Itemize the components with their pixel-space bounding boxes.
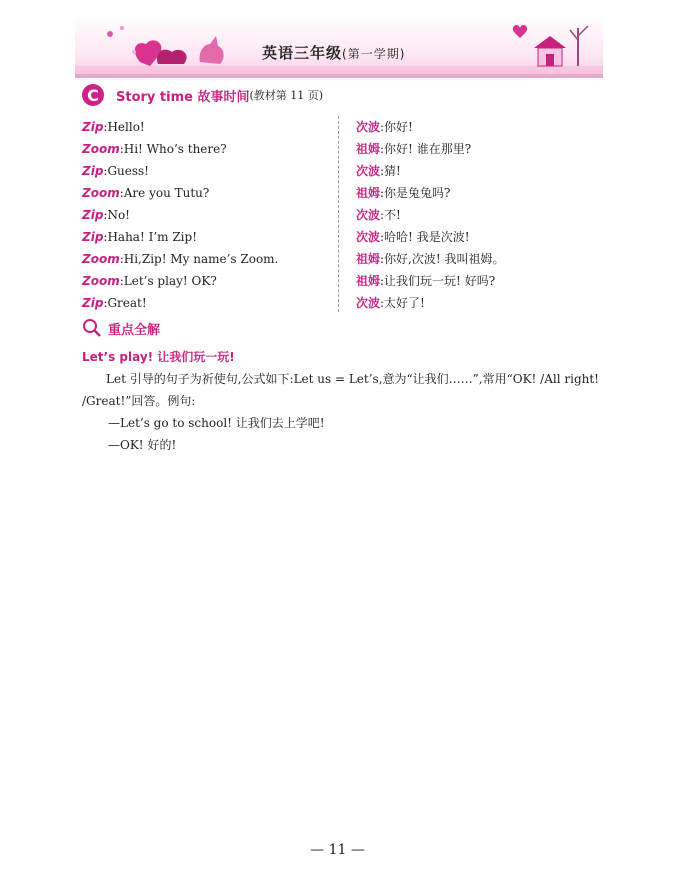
- speaker-name: Zoom: [82, 274, 120, 288]
- speaker-name: 次波: [356, 296, 381, 310]
- key-points-heading: [82, 318, 160, 338]
- dialogue-text: :Guess!: [103, 164, 150, 178]
- dialogue-line: [356, 248, 606, 270]
- magnifier-icon: [82, 318, 102, 338]
- column-divider: [338, 116, 339, 312]
- dialogue-text: :太好了!: [380, 296, 425, 310]
- speaker-name: Zoom: [82, 186, 120, 200]
- dialogue-text: :Let’s play! OK?: [119, 274, 217, 288]
- speaker-name: 次波: [356, 208, 381, 222]
- key-point-heading: Let’s play! 让我们玩一玩!: [82, 350, 235, 364]
- section-title: Story time 故事时间: [116, 89, 250, 105]
- page-number: — 11 —: [310, 842, 365, 858]
- key-points-body: [82, 346, 602, 456]
- speaker-name: Zoom: [82, 142, 120, 156]
- book-title: 英语三年级: [262, 44, 343, 62]
- dialogue-line: [82, 248, 332, 270]
- speaker-name: Zoom: [82, 252, 120, 266]
- speaker-name: 次波: [356, 230, 381, 244]
- dialogue-text: :Hi! Who’s there?: [119, 142, 227, 156]
- dialogue-text: :你好!: [380, 120, 413, 134]
- dialogue-text: :你好! 谁在那里?: [380, 142, 472, 156]
- key-points-title: 重点全解: [108, 322, 161, 338]
- dialogue-line: [356, 204, 606, 226]
- dialogue-line: [82, 138, 332, 160]
- dialogue-text: :你好,次波! 我叫祖姆。: [380, 252, 505, 266]
- speaker-name: 次波: [356, 164, 381, 178]
- dialogue-line: [82, 160, 332, 182]
- dialogue-text: :不!: [380, 208, 401, 222]
- section-note: (教材第 11 页): [249, 89, 324, 102]
- heart-decoration-icon: [100, 22, 240, 70]
- speaker-name: Zip: [82, 164, 104, 178]
- dialogue-line: [356, 182, 606, 204]
- example-line-2: —OK! 好的!: [108, 438, 177, 452]
- dialogue-text: :No!: [103, 208, 130, 222]
- dialogue-text: :你是兔兔吗?: [380, 186, 451, 200]
- speaker-name: Zip: [82, 208, 104, 222]
- dialogue-line: [82, 182, 332, 204]
- dialogue-english: [82, 116, 332, 314]
- dialogue-line: [356, 116, 606, 138]
- dialogue-text: :猜!: [380, 164, 401, 178]
- book-subtitle: (第一学期): [342, 47, 406, 61]
- dialogue-text: :哈哈! 我是次波!: [380, 230, 470, 244]
- dialogue-text: :Haha! I’m Zip!: [103, 230, 198, 244]
- dialogue-line: [356, 270, 606, 292]
- speaker-name: Zip: [82, 120, 104, 134]
- dialogue-chinese: [356, 116, 606, 314]
- speaker-name: 祖姆: [356, 274, 381, 288]
- dialogue-line: [356, 138, 606, 160]
- section-heading: [82, 84, 323, 106]
- speaker-name: 祖姆: [356, 252, 381, 266]
- house-decoration-icon: [508, 18, 598, 70]
- page-header-title: [262, 42, 405, 63]
- dialogue-text: :Great!: [103, 296, 147, 310]
- dialogue-line: [356, 160, 606, 182]
- dialogue-text: :让我们玩一玩! 好吗?: [380, 274, 496, 288]
- key-point-paragraph: Let 引导的句子为祈使句,公式如下:Let us = Let’s,意为“让我们……”,常用“OK! /All right! /Great!”回答。例句:: [82, 372, 600, 408]
- dialogue-line: [82, 116, 332, 138]
- speaker-name: Zip: [82, 230, 104, 244]
- dialogue-text: :Hi,Zip! My name’s Zoom.: [119, 252, 279, 266]
- dialogue-line: [82, 270, 332, 292]
- dialogue-line: [82, 292, 332, 314]
- dialogue-line: [82, 204, 332, 226]
- example-line-1: —Let’s go to school! 让我们去上学吧!: [108, 416, 325, 430]
- speaker-name: 祖姆: [356, 142, 381, 156]
- dialogue-text: :Hello!: [103, 120, 145, 134]
- section-badge: C: [82, 84, 104, 106]
- dialogue-text: :Are you Tutu?: [119, 186, 210, 200]
- dialogue-line: [356, 292, 606, 314]
- speaker-name: 祖姆: [356, 186, 381, 200]
- dialogue-line: [356, 226, 606, 248]
- speaker-name: 次波: [356, 120, 381, 134]
- dialogue-line: [82, 226, 332, 248]
- speaker-name: Zip: [82, 296, 104, 310]
